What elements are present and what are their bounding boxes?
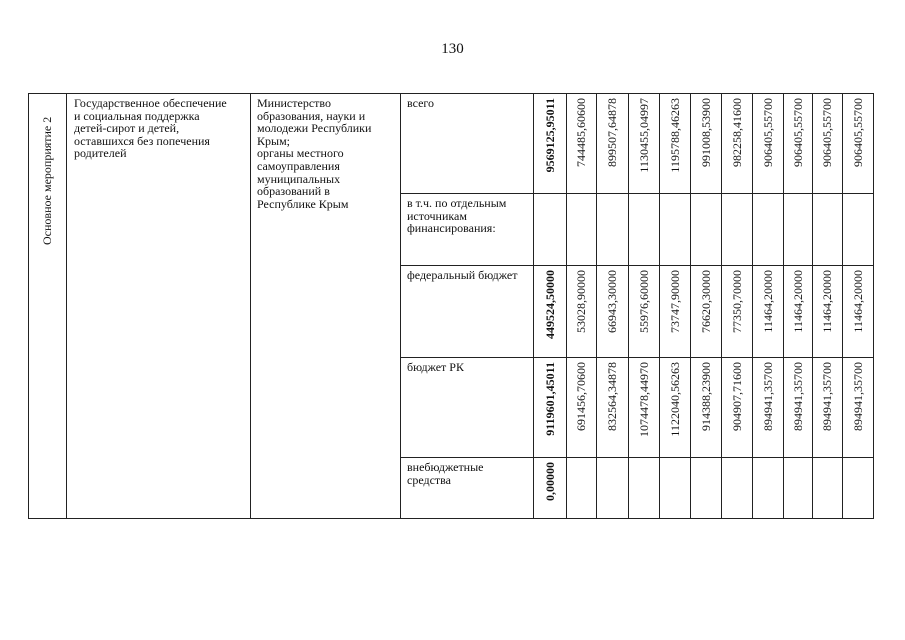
year-value: 1195788,46263	[667, 98, 682, 173]
measure-title-line: и социальная поддержка	[74, 108, 200, 123]
column-divider	[659, 93, 660, 518]
source-label: внебюджетные	[407, 460, 484, 474]
total-value: 0,00000	[542, 462, 557, 501]
year-value: 906405,55700	[850, 98, 865, 167]
year-value: 53028,90000	[574, 270, 588, 333]
executor-line: образования, науки и	[257, 108, 366, 123]
executor-line: Министерство	[257, 96, 331, 110]
year-value: 914388,23900	[698, 362, 713, 431]
measure-title-line: Государственное обеспечение	[74, 96, 227, 110]
total-value: 9569125,95011	[542, 98, 557, 173]
source-label: федеральный бюджет	[407, 268, 518, 282]
source-label: финансирования:	[407, 221, 496, 236]
row-divider	[400, 357, 874, 358]
column-divider	[628, 93, 629, 518]
year-value: 906405,55700	[760, 98, 775, 167]
year-value: 906405,55700	[790, 98, 805, 167]
executor-line: самоуправления	[257, 159, 340, 173]
measure-title-line: оставшихся без попечения	[74, 133, 210, 148]
column-divider	[533, 93, 534, 518]
column-divider	[596, 93, 597, 518]
executor-line: Республике Крым	[257, 196, 349, 211]
source-label: источникам	[407, 208, 467, 223]
measure-title-line: родителей	[74, 146, 127, 161]
year-value: 55976,60000	[636, 270, 651, 333]
executor-line: органы местного	[257, 146, 344, 161]
measure-label: Основное мероприятие 2	[40, 116, 54, 245]
column-divider	[783, 93, 784, 518]
executor-line: образований в	[257, 184, 330, 199]
row-divider	[400, 193, 874, 194]
column-divider	[400, 93, 401, 518]
executor-line: молодежи Республики	[257, 121, 372, 136]
source-label: всего	[407, 96, 435, 110]
column-divider	[721, 93, 722, 518]
year-value: 77350,70000	[729, 270, 744, 333]
column-divider	[752, 93, 753, 518]
year-value: 832564,34878	[605, 362, 619, 431]
column-divider	[873, 93, 874, 518]
column-divider	[28, 93, 29, 518]
executor-line: Крым;	[257, 133, 290, 148]
year-value: 11464,20000	[850, 270, 865, 333]
measure-title-line: детей-сирот и детей,	[74, 121, 180, 136]
year-value: 744485,60600	[574, 98, 588, 167]
year-value: 894941,35700	[790, 362, 805, 431]
year-value: 66943,30000	[605, 270, 619, 333]
row-divider	[400, 265, 874, 266]
total-value: 449524,50000	[542, 270, 557, 339]
year-value: 904907,71600	[729, 362, 744, 431]
column-divider	[690, 93, 691, 518]
column-divider	[842, 93, 843, 518]
column-divider	[566, 93, 567, 518]
column-divider	[66, 93, 67, 518]
year-value: 894941,35700	[820, 362, 834, 431]
year-value: 906405,55700	[820, 98, 834, 167]
year-value: 894941,35700	[850, 362, 865, 431]
year-value: 691456,70600	[574, 362, 588, 431]
source-label: в т.ч. по отдельным	[407, 196, 507, 210]
year-value: 11464,20000	[790, 270, 805, 333]
year-value: 73747,90000	[667, 270, 682, 333]
year-value: 1074478,44970	[636, 362, 651, 437]
row-divider	[400, 457, 874, 458]
table-border-bottom	[28, 518, 874, 519]
year-value: 11464,20000	[760, 270, 775, 333]
column-divider	[812, 93, 813, 518]
total-value: 9119601,45011	[542, 362, 557, 436]
page-number: 130	[441, 41, 464, 57]
year-value: 982258,41600	[729, 98, 744, 167]
year-value: 1130455,04997	[636, 98, 651, 173]
source-label: бюджет РК	[407, 360, 464, 374]
year-value: 894941,35700	[760, 362, 775, 431]
executor-line: муниципальных	[257, 171, 341, 186]
year-value: 1122040,56263	[667, 362, 682, 437]
year-value: 11464,20000	[820, 270, 834, 333]
source-label: средства	[407, 472, 452, 487]
table-border-top	[28, 93, 874, 94]
year-value: 76620,30000	[698, 270, 713, 333]
year-value: 899507,64878	[605, 98, 619, 167]
column-divider	[250, 93, 251, 518]
year-value: 991008,53900	[698, 98, 713, 167]
